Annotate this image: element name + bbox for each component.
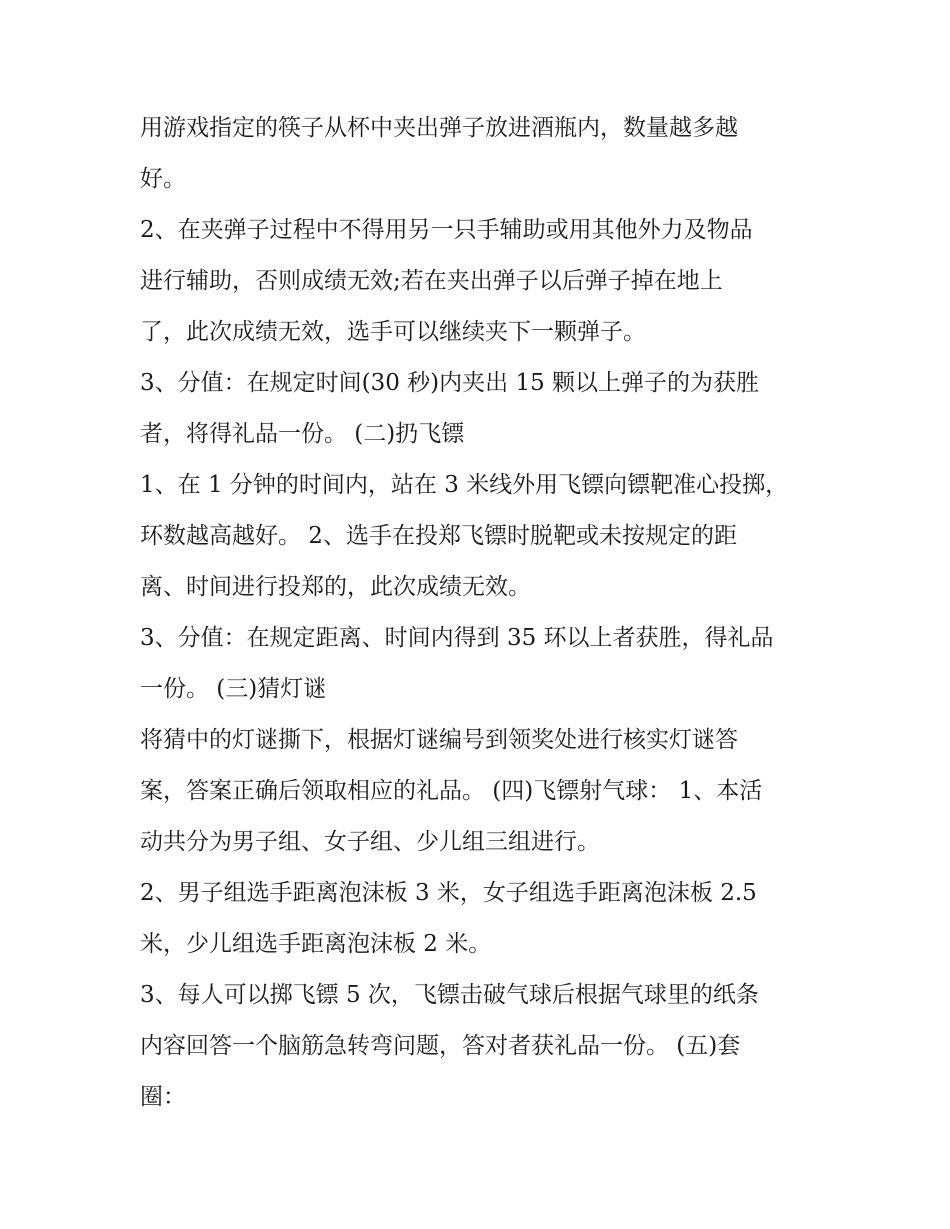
text-line: 3、分值：在规定距离、时间内得到 35 环以上者获胜，得礼品 xyxy=(140,625,774,651)
text-line: 者，将得礼品一份。 (二)扔飞镖 xyxy=(140,421,465,447)
text-line: 3、每人可以掷飞镖 5 次，飞镖击破气球后根据气球里的纸条 xyxy=(140,982,759,1008)
text-line: 一份。 (三)猜灯谜 xyxy=(140,676,327,702)
text-line: 离、时间进行投郑的，此次成绩无效。 xyxy=(140,574,531,600)
text-line: 1、在 1 分钟的时间内，站在 3 米线外用飞镖向镖靶准心投掷， xyxy=(140,472,789,498)
text-line: 圈： xyxy=(140,1084,186,1110)
text-line: 3、分值：在规定时间(30 秒)内夹出 15 颗以上弹子的为获胜 xyxy=(140,370,760,396)
text-line: 将猜中的灯谜撕下，根据灯谜编号到领奖处进行核实灯谜答 xyxy=(140,727,738,753)
text-line: 2、男子组选手距离泡沫板 3 米，女子组选手距离泡沫板 2.5 xyxy=(140,880,757,906)
text-line: 环数越高越好。 2、选手在投郑飞镖时脱靶或未按规定的距 xyxy=(140,523,737,549)
text-line: 了，此次成绩无效，选手可以继续夹下一颗弹子。 xyxy=(140,319,646,345)
text-line: 2、在夹弹子过程中不得用另一只手辅助或用其他外力及物品 xyxy=(140,217,753,243)
text-line: 好。 xyxy=(140,166,186,192)
text-line: 内容回答一个脑筋急转弯问题，答对者获礼品一份。 (五)套 xyxy=(140,1033,741,1059)
text-line: 进行辅助，否则成绩无效;若在夹出弹子以后弹子掉在地上 xyxy=(140,268,723,294)
text-line: 动共分为男子组、女子组、少儿组三组进行。 xyxy=(140,829,600,855)
text-line: 米，少儿组选手距离泡沫板 2 米。 xyxy=(140,931,492,957)
text-line: 用游戏指定的筷子从杯中夹出弹子放进酒瓶内，数量越多越 xyxy=(140,115,738,141)
text-line: 案，答案正确后领取相应的礼品。 (四)飞镖射气球： 1、本活 xyxy=(140,778,763,804)
